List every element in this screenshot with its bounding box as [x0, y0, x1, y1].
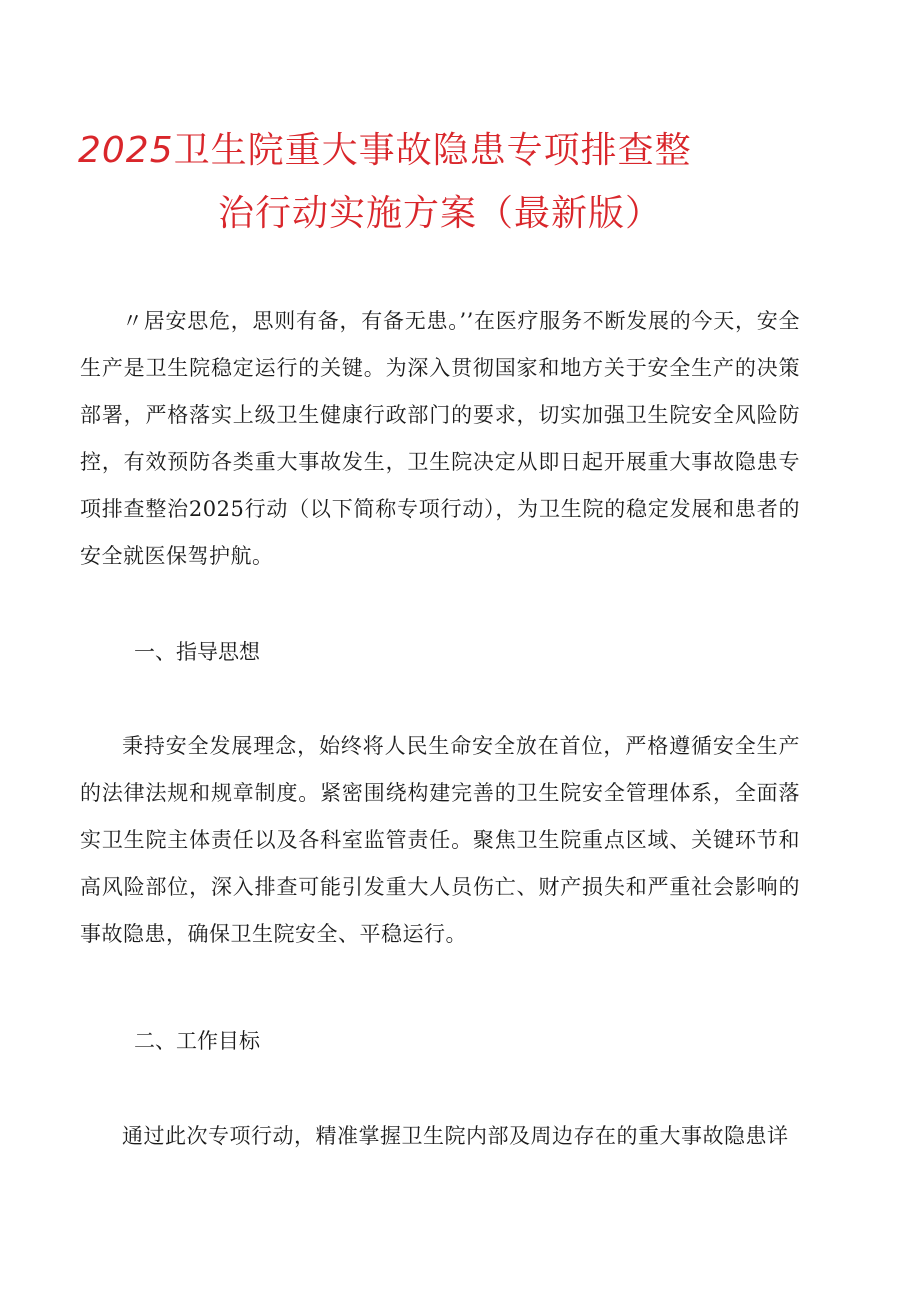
section-paragraph-work-goal: 通过此次专项行动，精准掌握卫生院内部及周边存在的重大事故隐患详	[122, 1124, 789, 1148]
intro-paragraph: 〃居安思危，思则有备，有备无患。’’在医疗服务不断发展的今天，安全生产是卫生院稳定运行的关键。为深入贯彻国家和地方关于安全生产的决策部署，严格落实上级卫生健康行政部门的要求，切实加强卫生院安全风险防控，有效预防各类重大事故发生，卫生院决定从即日起开展重大事故隐患专项排查整治2025行动（以下简称专项行动），为卫生院的稳定发展和患者的安全就医保驾护航。	[80, 309, 800, 568]
document-title-line-2: 治行动实施方案（最新版）	[218, 193, 663, 234]
title-year: 2025	[78, 130, 174, 171]
title-text-line-1: 卫生院重大事故隐患专项排查整	[173, 130, 692, 171]
section-heading-guiding-thought: 一、指导思想	[134, 640, 260, 664]
section-heading-work-goal: 二、工作目标	[134, 1029, 260, 1053]
section-paragraph-guiding-thought: 秉持安全发展理念，始终将人民生命安全放在首位，严格遵循安全生产的法律法规和规章制度。紧密围绕构建完善的卫生院安全管理体系，全面落实卫生院主体责任以及各科室监管责任。聚焦卫生院重点区域、关键环节和高风险部位，深入排查可能引发重大人员伤亡、财产损失和严重社会影响的事故隐患，确保卫生院安全、平稳运行。	[80, 734, 800, 946]
document-title-line-1	[78, 130, 878, 171]
